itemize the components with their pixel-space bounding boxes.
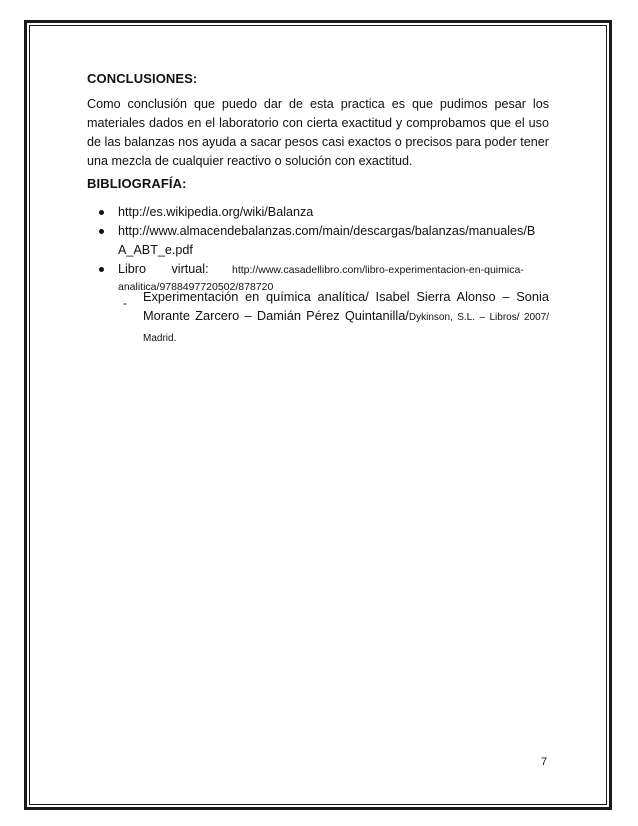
citation-publisher: Dykinson, S.L. – Libros/ 2007/ Madrid. <box>143 312 549 344</box>
bibliography-citation <box>143 287 549 348</box>
book-link-part2[interactable]: analitica/9788497720502/878720 <box>118 281 274 293</box>
citation-text: Experimentación en química analítica/ Isabel Sierra Alonso – Sonia Morante Zarcero – Damián Pérez Quintanilla/ <box>143 289 549 323</box>
conclusions-heading: CONCLUSIONES: <box>87 71 198 86</box>
bullet-icon <box>99 267 104 272</box>
bullet-icon <box>99 229 104 234</box>
bullet-icon <box>99 210 104 215</box>
link-line-2: A_ABT_e.pdf <box>118 243 193 257</box>
bibliography-heading: BIBLIOGRAFÍA: <box>87 176 187 191</box>
page-number: 7 <box>541 756 548 768</box>
conclusions-paragraph: Como conclusión que puedo dar de esta practica es que pudimos pesar los materiales dados en el laboratorio con cierta exactitud y comprobamos que el uso de las balanzas nos ayuda a sacar pesos casi exactos o precisos para poder tener una mezcla de cualquier reactivo o solución con exactitud. <box>87 97 549 168</box>
book-label: Libro virtual: <box>118 262 209 276</box>
bibliography-link[interactable] <box>118 222 549 260</box>
bibliography-link[interactable]: http://es.wikipedia.org/wiki/Balanza <box>118 205 314 219</box>
sub-item-dash: - <box>123 296 127 310</box>
link-line-1: http://www.almacendebalanzas.com/main/descargas/balanzas/manuales/B <box>118 224 536 238</box>
book-link-part1[interactable]: http://www.casadellibro.com/libro-experimentacion-en-quimica- <box>232 264 524 276</box>
